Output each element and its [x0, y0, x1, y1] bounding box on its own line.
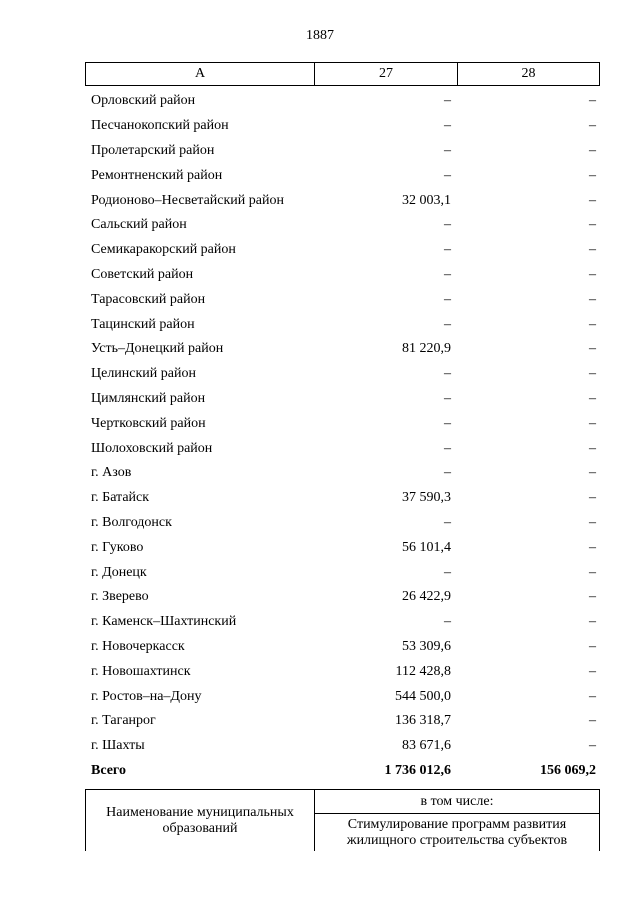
row-value-27: –: [444, 564, 451, 580]
row-name: Семикаракорский район: [91, 242, 236, 258]
row-value-27: –: [444, 465, 451, 481]
row-value-27: –: [444, 415, 451, 431]
total-value-28: 156 069,2: [540, 762, 596, 778]
table-row: [85, 511, 600, 536]
row-value-28: –: [589, 564, 596, 580]
row-value-28: –: [589, 514, 596, 530]
table-row: [85, 734, 600, 759]
row-value-28: –: [589, 415, 596, 431]
row-value-28: –: [589, 341, 596, 357]
table-row: [85, 560, 600, 585]
row-name: Тарасовский район: [91, 291, 206, 307]
row-name: г. Донецк: [91, 564, 147, 580]
row-value-28: –: [589, 638, 596, 654]
row-name: г. Новочеркасск: [91, 638, 185, 654]
row-name: г. Волгодонск: [91, 514, 172, 530]
row-value-27: –: [444, 167, 451, 183]
total-row: [85, 759, 600, 784]
row-value-27: 81 220,9: [402, 341, 451, 357]
row-name: Целинский район: [91, 366, 196, 382]
row-value-28: –: [589, 266, 596, 282]
row-value-28: –: [589, 366, 596, 382]
row-value-27: –: [444, 217, 451, 233]
total-label: Всего: [91, 762, 126, 778]
row-value-27: 26 422,9: [402, 589, 451, 605]
table-row: [85, 163, 600, 188]
table-row: [85, 263, 600, 288]
row-value-27: 53 309,6: [402, 638, 451, 654]
table-row: [85, 213, 600, 238]
next-table-header: [85, 789, 600, 851]
row-value-28: –: [589, 688, 596, 704]
row-name: Цимлянский район: [91, 390, 206, 406]
row-value-27: 32 003,1: [402, 192, 451, 208]
row-name: Усть–Донецкий район: [91, 341, 224, 357]
row-value-28: –: [589, 217, 596, 233]
row-value-27: –: [444, 118, 451, 134]
table-row: [85, 585, 600, 610]
row-value-27: –: [444, 614, 451, 630]
table-row: [85, 461, 600, 486]
row-name: Ремонтненский район: [91, 167, 223, 183]
including-header: в том числе:: [315, 790, 599, 814]
row-name: г. Шахты: [91, 738, 145, 754]
row-value-27: –: [444, 266, 451, 282]
row-name: г. Батайск: [91, 490, 150, 506]
row-value-27: 112 428,8: [395, 663, 451, 679]
row-name: г. Зверево: [91, 589, 149, 605]
row-value-28: –: [589, 663, 596, 679]
header-col-a: А: [86, 63, 315, 85]
row-value-27: –: [444, 366, 451, 382]
row-value-27: 56 101,4: [402, 539, 451, 555]
row-name: г. Ростов–на–Дону: [91, 688, 202, 704]
row-name: Шолоховский район: [91, 440, 213, 456]
row-value-28: –: [589, 93, 596, 109]
row-value-28: –: [589, 291, 596, 307]
row-value-27: 83 671,6: [402, 738, 451, 754]
row-name: г. Новошахтинск: [91, 663, 191, 679]
table-row: [85, 238, 600, 263]
table-row: [85, 188, 600, 213]
row-name: Песчанокопский район: [91, 118, 229, 134]
row-value-28: –: [589, 490, 596, 506]
header-col-27: 27: [315, 63, 458, 85]
row-value-28: –: [589, 465, 596, 481]
table-row: [85, 287, 600, 312]
row-value-28: –: [589, 192, 596, 208]
row-value-28: –: [589, 390, 596, 406]
row-value-27: –: [444, 291, 451, 307]
row-value-28: –: [589, 440, 596, 456]
row-value-28: –: [589, 316, 596, 332]
table-row: [85, 337, 600, 362]
table-row: [85, 312, 600, 337]
table-row: [85, 709, 600, 734]
row-name: Орловский район: [91, 93, 196, 109]
row-value-28: –: [589, 118, 596, 134]
row-name: Тацинский район: [91, 316, 195, 332]
row-value-27: 136 318,7: [395, 713, 451, 729]
row-value-27: –: [444, 390, 451, 406]
row-value-28: –: [589, 167, 596, 183]
table-row: [85, 684, 600, 709]
row-value-28: –: [589, 589, 596, 605]
table-row: [85, 411, 600, 436]
row-name: г. Таганрог: [91, 713, 156, 729]
row-value-27: –: [444, 514, 451, 530]
table-row: [85, 114, 600, 139]
row-name: г. Азов: [91, 465, 132, 481]
table-row: [85, 635, 600, 660]
table-header: [85, 62, 600, 86]
table-row: [85, 535, 600, 560]
table-row: [85, 486, 600, 511]
municipalities-column-header: Наименование муниципальных образований: [86, 790, 315, 851]
row-value-28: –: [589, 539, 596, 555]
row-name: Пролетарский район: [91, 142, 215, 158]
subcolumns-header: [315, 790, 599, 851]
table-row: [85, 659, 600, 684]
row-name: г. Гуково: [91, 539, 144, 555]
table-row: [85, 387, 600, 412]
table-row: [85, 139, 600, 164]
row-name: г. Каменск–Шахтинский: [91, 614, 237, 630]
table-body: [85, 89, 600, 783]
row-value-28: –: [589, 614, 596, 630]
header-col-28: 28: [521, 66, 536, 81]
table-row: [85, 610, 600, 635]
row-value-27: –: [444, 316, 451, 332]
row-value-28: –: [589, 713, 596, 729]
row-name: Сальский район: [91, 217, 187, 233]
row-value-28: –: [589, 738, 596, 754]
table-row: [85, 362, 600, 387]
total-value-27: 1 736 012,6: [384, 762, 451, 778]
row-value-27: 37 590,3: [402, 490, 451, 506]
row-value-27: –: [444, 93, 451, 109]
table-row: [85, 89, 600, 114]
row-value-27: –: [444, 242, 451, 258]
page-number: 1887: [306, 28, 334, 43]
row-name: Родионово–Несветайский район: [91, 192, 284, 208]
row-value-27: –: [444, 142, 451, 158]
row-name: Чертковский район: [91, 415, 206, 431]
row-value-27: 544 500,0: [395, 688, 451, 704]
table-row: [85, 436, 600, 461]
row-name: Советский район: [91, 266, 194, 282]
row-value-28: –: [589, 242, 596, 258]
housing-program-header: Стимулирование программ развития жилищного строительства субъектов: [346, 817, 568, 848]
row-value-28: –: [589, 142, 596, 158]
row-value-27: –: [444, 440, 451, 456]
